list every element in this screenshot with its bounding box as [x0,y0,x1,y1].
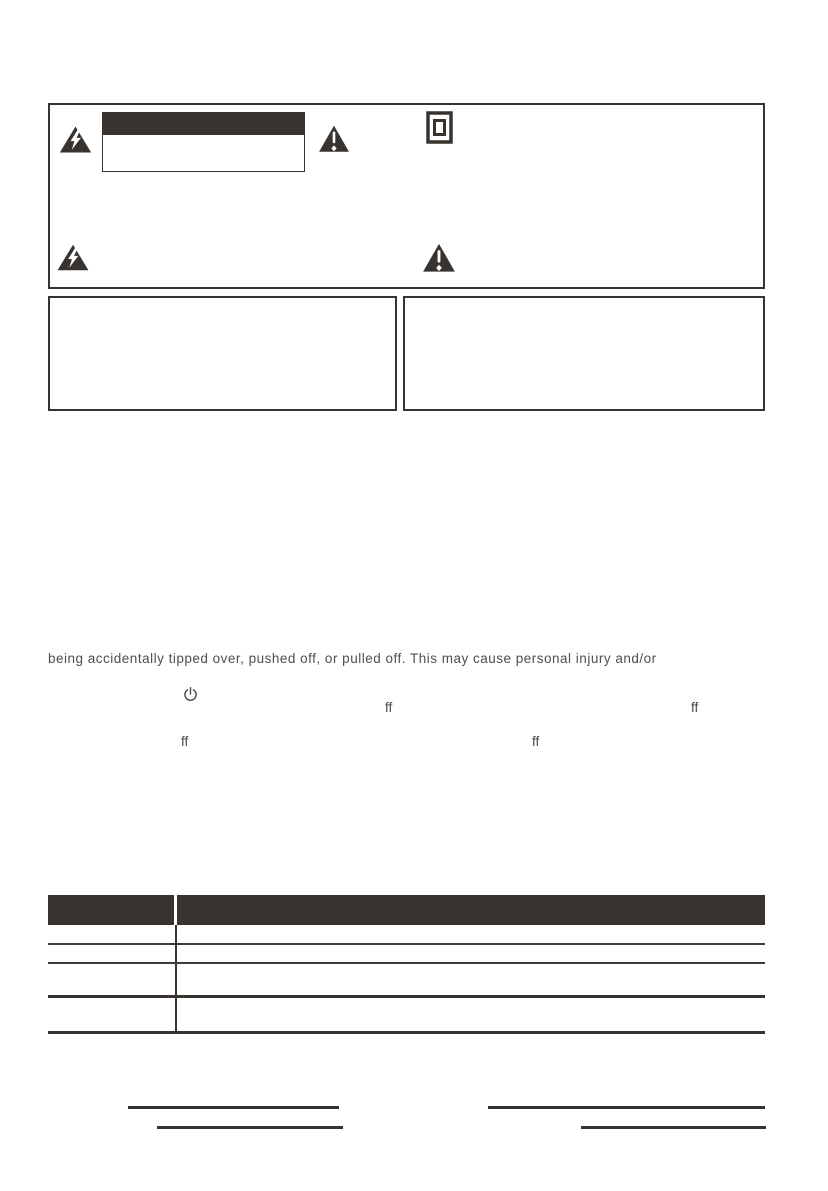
exclamation-triangle-icon [318,125,350,153]
text-fragment: ff [385,700,393,715]
lightning-bolt-triangle-icon [57,243,89,272]
text-fragment: ff [691,700,699,715]
note-box-left [48,296,397,411]
caution-body-box [102,134,305,172]
fill-in-line [128,1106,339,1109]
table-row-separator [48,995,765,998]
caution-header-bar [102,112,305,134]
fill-in-line [581,1126,766,1129]
power-icon [183,685,198,702]
fill-in-line [157,1126,343,1129]
warning-panel [48,103,765,289]
class2-double-square-icon [426,111,453,144]
spec-table [48,895,765,1034]
fill-in-line [488,1106,765,1109]
table-bottom-border [48,1031,765,1034]
text-fragment: ff [532,734,540,749]
table-column-divider [175,925,177,1032]
table-header-divider [174,895,177,925]
table-row-separator [48,962,765,964]
lightning-bolt-triangle-icon [59,126,92,153]
note-box-right [403,296,765,411]
text-fragment: ff [181,734,189,749]
body-text-line: being accidentally tipped over, pushed off, or pulled off. This may cause personal injury and/or [48,651,657,666]
exclamation-triangle-icon [422,243,456,273]
table-row-separator [48,943,765,945]
table-header-row [48,895,765,925]
